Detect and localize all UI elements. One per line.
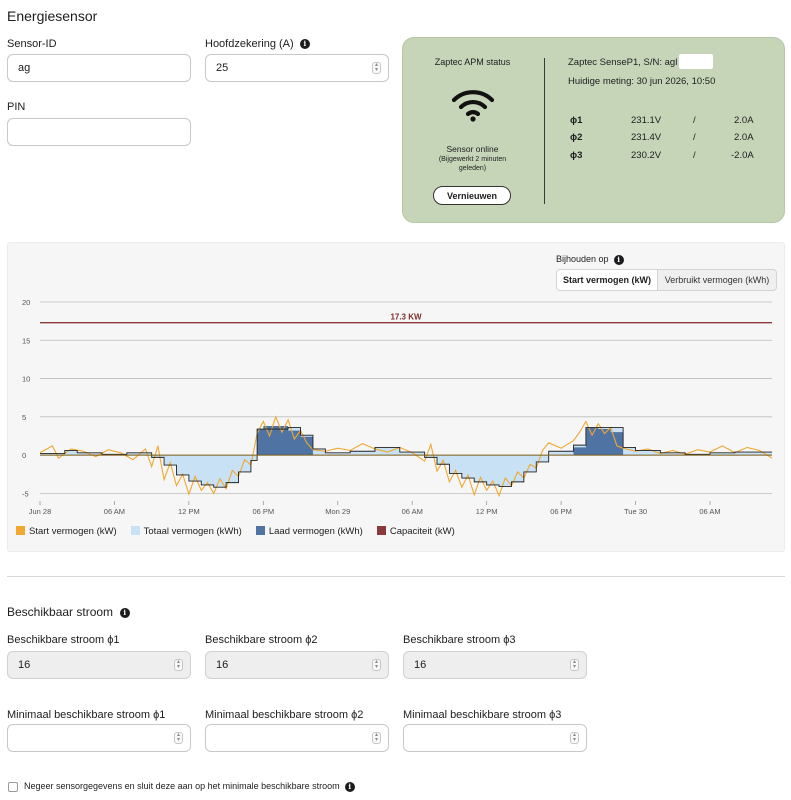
chart-panel [7, 242, 785, 552]
total-power-outline [40, 428, 772, 488]
sensor-status-text: Sensor online [446, 144, 499, 154]
redacted-serial [679, 54, 713, 69]
stepper-icon[interactable]: ▴ ▾ [372, 62, 381, 74]
refresh-button[interactable]: Vernieuwen [433, 186, 511, 205]
info-icon[interactable]: i [120, 608, 130, 618]
min-phase2-label: Minimaal beschikbare stroom ϕ2 [205, 709, 364, 721]
chart-legend [16, 526, 455, 537]
x-tick-label: 06 PM [252, 507, 275, 516]
x-tick-label: 06 AM [103, 507, 126, 516]
legend-swatch [377, 526, 386, 535]
total-power-area [40, 428, 772, 488]
page-title: Energiesensor [7, 8, 98, 24]
legend-swatch [16, 526, 25, 535]
x-tick-label: 12 PM [475, 507, 498, 516]
min-phase3-input[interactable] [403, 724, 587, 752]
stepper-icon[interactable]: ▴ ▾ [372, 732, 381, 744]
min-phase3-label: Minimaal beschikbare stroom ϕ3 [403, 709, 562, 721]
phase-sep: / [693, 115, 696, 126]
x-tick-label: 06 PM [550, 507, 572, 516]
pin-label: PIN [7, 101, 26, 113]
stepper-icon[interactable]: ▴ ▾ [174, 659, 183, 671]
phase-current: 2.0A [734, 132, 754, 143]
phase-voltage: 231.1V [631, 115, 662, 126]
x-tick-label: 12 PM [178, 507, 200, 516]
y-tick-label: 20 [22, 298, 31, 307]
legend-swatch [256, 526, 265, 535]
available-phase1-label: Beschikbare stroom ϕ1 [7, 634, 120, 646]
stepper-icon[interactable]: ▴ ▾ [174, 732, 183, 744]
updated-text: (Bijgewerkt 2 minuten geleden) [438, 156, 507, 172]
stepper-icon[interactable]: ▴ ▾ [570, 732, 579, 744]
x-tick-label: Jun 28 [28, 507, 52, 516]
tab-consumed-power[interactable]: Verbruikt vermogen (kWh) [664, 275, 770, 285]
y-tick-label: 5 [22, 412, 27, 422]
y-tick-label: 10 [22, 374, 31, 384]
y-tick-label: 0 [22, 451, 27, 461]
track-by-label: Bijhouden op i [556, 254, 624, 265]
info-icon[interactable]: i [614, 255, 624, 265]
tab-start-power[interactable]: Start vermogen (kW) [557, 270, 658, 290]
phase-label: ϕ1 [570, 115, 583, 126]
y-tick-label: -5 [22, 489, 29, 499]
x-tick-label: Mon 29 [325, 507, 351, 516]
ignore-sensor-checkbox[interactable] [8, 782, 18, 792]
y-tick-label: 15 [22, 336, 31, 346]
charge-power-area [257, 426, 313, 455]
x-tick-label: 06 AM [401, 507, 423, 516]
apm-status-card [402, 37, 785, 223]
stepper-icon[interactable]: ▴ ▾ [570, 659, 579, 671]
phase-label: ϕ3 [570, 150, 583, 161]
info-icon[interactable]: i [300, 39, 310, 49]
phase-voltage: 230.2V [631, 150, 662, 161]
available-phase2-label: Beschikbare stroom ϕ2 [205, 634, 318, 646]
x-tick-label: Tue 30 [623, 507, 648, 516]
min-phase1-input[interactable] [7, 724, 191, 752]
sensor-id-label: Sensor-ID [7, 38, 57, 50]
start-power-line [40, 417, 772, 496]
main-fuse-label: Hoofdzekering (A) i [205, 38, 310, 50]
legend-item: Laad vermogen (kWh) [256, 526, 363, 537]
phase-current: -2.0A [731, 150, 754, 161]
measurement-time: Huidige meting: 30 jun 2026, 10:50 [568, 76, 716, 87]
legend-item: Totaal vermogen (kWh) [131, 526, 242, 537]
available-phase1-input[interactable]: 16 ▴ ▾ [7, 651, 191, 679]
main-fuse-input[interactable]: 25 ▴ ▾ [205, 54, 389, 82]
available-phase3-input[interactable]: 16 ▴ ▾ [403, 651, 587, 679]
device-info: Zaptec SenseP1, S/N: agl [568, 57, 678, 68]
energy-chart [8, 243, 786, 523]
phase-sep: / [693, 132, 696, 143]
status-title: Zaptec APM status [434, 57, 511, 67]
min-phase1-label: Minimaal beschikbare stroom ϕ1 [7, 709, 166, 721]
x-tick-label: 06 AM [699, 507, 721, 516]
legend-item: Start vermogen (kW) [16, 526, 117, 537]
stepper-icon[interactable]: ▴ ▾ [372, 659, 381, 671]
available-current-title: Beschikbaar stroom i [7, 605, 130, 619]
sensor-id-input[interactable]: ag [7, 54, 191, 82]
legend-item: Capaciteit (kW) [377, 526, 455, 537]
info-icon[interactable]: i [345, 782, 355, 792]
wifi-icon [451, 88, 495, 122]
section-divider [7, 576, 785, 577]
available-phase2-input[interactable]: 16 ▴ ▾ [205, 651, 389, 679]
min-phase2-input[interactable] [205, 724, 389, 752]
available-phase3-label: Beschikbare stroom ϕ3 [403, 634, 516, 646]
status-divider [544, 58, 545, 204]
phase-current: 2.0A [734, 115, 754, 126]
ignore-sensor-label: Negeer sensorgegevens en sluit deze aan op het minimale beschikbare stroom i [24, 781, 355, 792]
capacity-label: 17.3 KW [390, 312, 422, 322]
legend-swatch [131, 526, 140, 535]
phase-sep: / [693, 150, 696, 161]
phase-voltage: 231.4V [631, 132, 662, 143]
phase-label: ϕ2 [570, 132, 583, 143]
pin-input[interactable] [7, 118, 191, 146]
